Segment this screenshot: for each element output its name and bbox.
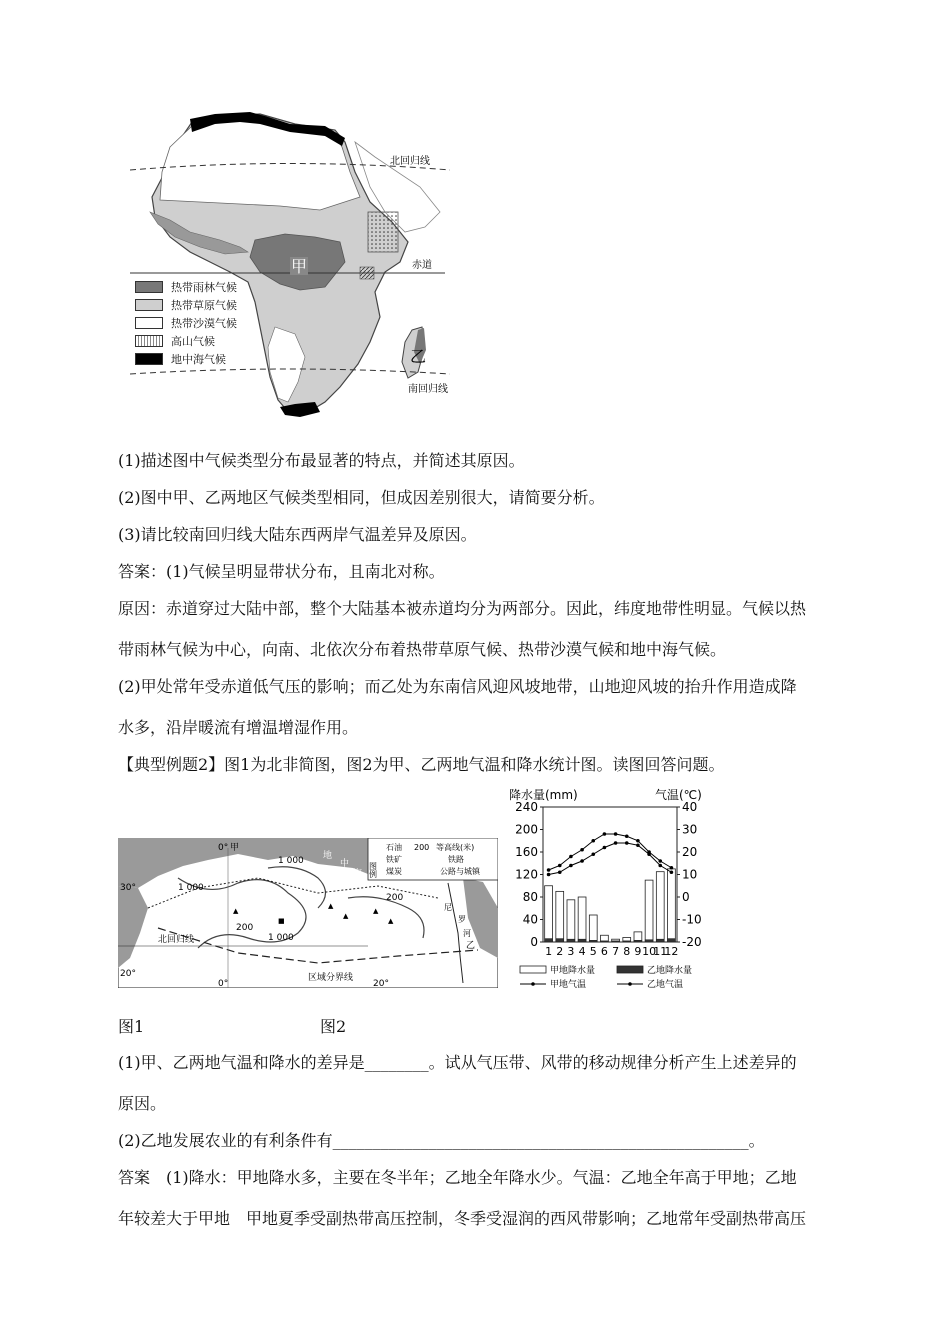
x-tick-label: 11 bbox=[653, 945, 668, 958]
point-yi-temp bbox=[636, 843, 640, 847]
example-2-title: 【典型例题2】图1为北非简图，图2为甲、乙两地气温和降水统计图。读图回答问题。 bbox=[118, 755, 725, 774]
right-tick-label: -10 bbox=[682, 912, 702, 927]
question-1-1: (1)描述图中气候类型分布最显著的特点，并简述其原因。 bbox=[118, 451, 525, 470]
point-yi-temp bbox=[547, 873, 551, 877]
left-tick-label: 80 bbox=[522, 890, 538, 904]
legend-row bbox=[135, 350, 237, 368]
map2-legend-title: 图例 bbox=[368, 862, 378, 878]
right-tick-label: 10 bbox=[682, 867, 698, 882]
jia-label: 甲 bbox=[230, 843, 240, 853]
yi-label: 乙 bbox=[466, 941, 476, 951]
contour-1000-label: 1 000 bbox=[278, 856, 304, 866]
figure-1-label: 图1 bbox=[118, 1017, 145, 1036]
legend-yi-temp: 乙地气温 bbox=[647, 980, 684, 990]
south-tropic-label: 南回归线 bbox=[408, 384, 448, 395]
bar-yi-precip bbox=[589, 940, 597, 942]
question-2-1-line1: (1)甲、乙两地气温和降水的差异是________。试从气压带、风带的移动规律分析产生上述差异的 bbox=[118, 1053, 797, 1072]
oil-symbol: ▲ bbox=[388, 917, 394, 925]
bar-jia-precip bbox=[589, 915, 597, 942]
legend-coal: 煤炭 bbox=[386, 867, 402, 876]
point-jia-temp bbox=[670, 866, 674, 870]
figure-2-label: 图2 bbox=[320, 1017, 347, 1036]
bar-jia-precip bbox=[656, 872, 664, 942]
legend-row bbox=[135, 296, 237, 314]
lon20-label: 20° bbox=[373, 979, 389, 988]
contour-200-label: 200 bbox=[236, 923, 254, 933]
legend-yi-precip: 乙地降水量 bbox=[647, 966, 693, 976]
sea-label-di: 地 bbox=[323, 851, 333, 861]
question-2-2: (2)乙地发展农业的有利条件有____________________________________________________。 bbox=[118, 1131, 765, 1150]
point-yi-temp bbox=[614, 841, 618, 845]
nile-label-he: 河 bbox=[463, 929, 471, 938]
bar-yi-precip bbox=[656, 939, 664, 942]
oil-symbol: ▲ bbox=[343, 912, 349, 920]
point-yi-temp bbox=[591, 852, 595, 856]
legend-road-town: 公路与城镇 bbox=[440, 867, 480, 876]
point-jia-temp bbox=[569, 855, 573, 859]
right-tick-label: 20 bbox=[682, 845, 698, 859]
left-tick-label: 40 bbox=[522, 912, 538, 927]
legend-oil: 石油 bbox=[386, 843, 402, 852]
north-africa-map bbox=[118, 838, 498, 988]
equator-label: 赤道 bbox=[412, 260, 432, 271]
x-tick-label: 4 bbox=[578, 945, 586, 958]
legend-jia-temp: 甲地气温 bbox=[550, 980, 587, 990]
oil-symbol: ▲ bbox=[373, 907, 379, 915]
legend-swatch-jia-precip bbox=[520, 966, 546, 973]
x-tick-label: 10 bbox=[642, 945, 657, 958]
bar-jia-precip bbox=[545, 886, 553, 942]
bar-yi-precip bbox=[645, 940, 653, 942]
contour-1000-label: 1 000 bbox=[268, 933, 294, 943]
legend-label: 热带沙漠气候 bbox=[171, 317, 237, 330]
chart-ylabel-left: 降水量(mm) bbox=[509, 788, 578, 802]
x-tick-label: 12 bbox=[664, 945, 679, 958]
lat30-label: 30° bbox=[120, 883, 136, 893]
bar-jia-precip bbox=[578, 897, 586, 942]
point-yi-temp bbox=[603, 846, 607, 850]
legend-swatch-desert bbox=[135, 317, 163, 329]
point-jia-temp bbox=[658, 859, 662, 863]
north-tropic-label: 北回归线 bbox=[158, 935, 195, 945]
legend-swatch-savanna bbox=[135, 299, 163, 311]
x-tick-label: 7 bbox=[612, 945, 620, 958]
legend-label: 高山气候 bbox=[171, 335, 215, 348]
point-yi-temp bbox=[658, 864, 662, 868]
bar-jia-precip bbox=[645, 880, 653, 942]
legend-marker-jia-temp bbox=[531, 982, 535, 986]
chart-xticks bbox=[545, 945, 678, 958]
lat20-label: 20° bbox=[120, 969, 136, 979]
nile-label-ni: 尼 bbox=[444, 903, 452, 912]
right-tick-label: 0 bbox=[682, 890, 690, 904]
point-jia-temp bbox=[580, 848, 584, 852]
north-tropic-label: 北回归线 bbox=[390, 156, 430, 167]
legend-jia-precip: 甲地降水量 bbox=[550, 966, 596, 976]
bar-yi-precip bbox=[556, 939, 564, 942]
legend-label: 地中海气候 bbox=[171, 353, 226, 366]
left-tick-label: 160 bbox=[515, 845, 538, 859]
bar-yi-precip bbox=[623, 941, 631, 942]
x-tick-label: 8 bbox=[623, 945, 631, 958]
nile-label-luo: 罗 bbox=[458, 915, 466, 924]
legend-contour: 等高线(米) bbox=[436, 843, 475, 852]
africa-map-svg bbox=[130, 102, 460, 432]
legend-contour-value: 200 bbox=[414, 843, 430, 852]
coal-symbol: ■ bbox=[278, 917, 285, 925]
legend-swatch-highland bbox=[135, 335, 163, 347]
bar-yi-precip bbox=[545, 939, 553, 942]
sea-label-hai: 海 bbox=[353, 869, 363, 879]
point-yi-temp bbox=[569, 864, 573, 868]
answer-1-2-line1: (2)甲处常年受赤道低气压的影响；而乙处为东南信风迎风坡地带，山地迎风坡的抬升作用造成降 bbox=[118, 677, 797, 696]
legend-swatch-mediterranean bbox=[135, 353, 163, 365]
sea-label-zhong: 中 bbox=[340, 859, 350, 869]
answer-2-line1: 答案 (1)降水：甲地降水多，主要在冬半年；乙地全年降水少。气温：乙地全年高于甲地；乙地 bbox=[118, 1168, 797, 1187]
region-boundary-label: 区域分界线 bbox=[308, 973, 354, 983]
x-tick-label: 9 bbox=[634, 945, 642, 958]
oil-symbol: ▲ bbox=[233, 907, 239, 915]
north-africa-svg bbox=[118, 838, 498, 988]
bar-yi-precip bbox=[601, 941, 609, 942]
x-tick-label: 6 bbox=[600, 945, 608, 958]
right-tick-label: -20 bbox=[682, 935, 702, 949]
ethiopian-highland bbox=[368, 212, 398, 252]
x-tick-label: 2 bbox=[556, 945, 564, 958]
right-tick-label: 30 bbox=[682, 822, 698, 837]
legend-row bbox=[135, 332, 237, 350]
map1-legend bbox=[135, 278, 237, 368]
point-yi-temp bbox=[647, 852, 651, 856]
x-tick-label: 1 bbox=[545, 945, 553, 958]
answer-1-2-line2: 水多，沿岸暖流有增温增湿作用。 bbox=[118, 718, 359, 737]
question-1-2: (2)图中甲、乙两地区气候类型相同，但成因差别很大，请简要分析。 bbox=[118, 488, 605, 507]
bar-yi-precip bbox=[668, 939, 676, 942]
answer-1-reason-2: 带雨林气候为中心，向南、北依次分布着热带草原气候、热带沙漠气候和地中海气候。 bbox=[118, 640, 727, 659]
legend-swatch-rainforest bbox=[135, 281, 163, 293]
lon0-top-label: 0° bbox=[218, 843, 229, 853]
climate-chart bbox=[505, 785, 720, 995]
legend-row bbox=[135, 314, 237, 332]
bar-jia-precip bbox=[567, 900, 575, 942]
line-yi-temp bbox=[549, 843, 672, 875]
yi-label: 乙 bbox=[410, 347, 427, 366]
point-jia-temp bbox=[636, 839, 640, 843]
point-jia-temp bbox=[558, 864, 562, 868]
left-tick-label: 120 bbox=[515, 867, 538, 882]
answer-2-line2: 年较差大于甲地 甲地夏季受副热带高压控制，冬季受湿润的西风带影响；乙地常年受副热带高压 bbox=[118, 1209, 807, 1228]
bar-yi-precip bbox=[612, 941, 620, 942]
bar-yi-precip bbox=[567, 939, 575, 942]
point-yi-temp bbox=[625, 841, 629, 845]
lon0-bottom-label: 0° bbox=[218, 979, 229, 988]
left-tick-label: 0 bbox=[530, 935, 538, 949]
legend-swatch-yi-precip bbox=[617, 966, 643, 973]
left-tick-label: 240 bbox=[515, 800, 538, 814]
right-tick-label: 40 bbox=[682, 800, 698, 814]
point-yi-temp bbox=[670, 870, 674, 874]
chart-ylabel-right: 气温(℃) bbox=[655, 788, 702, 802]
point-jia-temp bbox=[614, 832, 618, 836]
oil-symbol: ▲ bbox=[328, 902, 334, 910]
legend-label: 热带草原气候 bbox=[171, 299, 237, 312]
answer-1-reason-1: 原因：赤道穿过大陆中部，整个大陆基本被赤道均分为两部分。因此，纬度地带性明显。气候以热 bbox=[118, 599, 807, 618]
point-jia-temp bbox=[591, 839, 595, 843]
climate-chart-svg bbox=[505, 785, 720, 995]
point-yi-temp bbox=[558, 870, 562, 874]
question-1-3: (3)请比较南回归线大陆东西两岸气温差异及原因。 bbox=[118, 525, 477, 544]
point-jia-temp bbox=[603, 832, 607, 836]
x-tick-label: 5 bbox=[589, 945, 597, 958]
point-jia-temp bbox=[547, 868, 551, 872]
left-tick-label: 200 bbox=[515, 822, 538, 837]
point-jia-temp bbox=[625, 834, 629, 838]
contour-200-label: 200 bbox=[386, 893, 404, 903]
legend-marker-yi-temp bbox=[628, 982, 632, 986]
answer-1-1: 答案：(1)气候呈明显带状分布，且南北对称。 bbox=[118, 562, 445, 581]
question-2-1-line2: 原因。 bbox=[118, 1094, 167, 1113]
jia-label: 甲 bbox=[291, 257, 308, 276]
chart-lines bbox=[547, 832, 673, 876]
legend-railway: 铁路 bbox=[448, 855, 464, 864]
legend-label: 热带雨林气候 bbox=[171, 281, 237, 294]
bar-jia-precip bbox=[556, 891, 564, 942]
legend-iron: 铁矿 bbox=[386, 855, 402, 864]
legend-row bbox=[135, 278, 237, 296]
x-tick-label: 3 bbox=[567, 945, 575, 958]
bar-jia-precip bbox=[668, 869, 676, 942]
line-jia-temp bbox=[549, 834, 672, 870]
bar-yi-precip bbox=[578, 939, 586, 942]
chart-bars bbox=[545, 869, 676, 942]
bar-yi-precip bbox=[634, 940, 642, 942]
africa-climate-map bbox=[130, 102, 460, 432]
contour-1000-label: 1 000 bbox=[178, 883, 204, 893]
point-yi-temp bbox=[580, 859, 584, 863]
